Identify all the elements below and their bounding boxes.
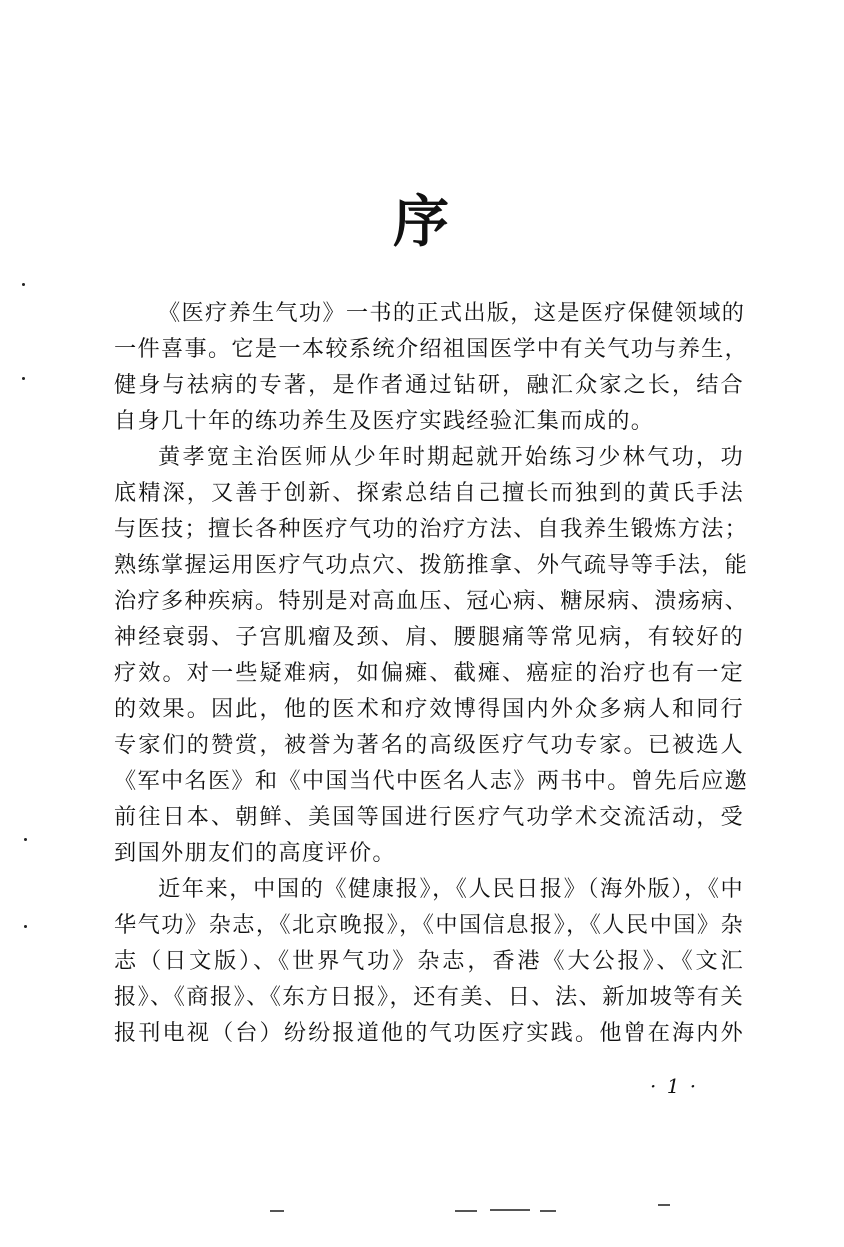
text-line: 的效果。因此，他的医术和疗效博得国内外众多病人和同行 [114, 696, 744, 722]
page-number: · 1 · [650, 1074, 699, 1098]
paragraph-3 [114, 871, 744, 1051]
text-line: 《军中名医》和《中国当代中医名人志》两书中。曾先后应邀 [114, 768, 749, 794]
text-line: 黄孝宽主治医师从少年时期起就开始练习少林气功，功 [158, 444, 744, 470]
text-line: 报刊电视（台）纷纷报道他的气功医疗实践。他曾在海内外 [114, 1020, 744, 1046]
text-line: 专家们的赞赏，被誉为著名的高级医疗气功专家。已被选人 [114, 732, 744, 758]
text-line: 前往日本、朝鲜、美国等国进行医疗气功学术交流活动，受 [114, 804, 744, 830]
scan-mark [455, 1210, 477, 1212]
text-line: 一件喜事。它是一本较系统介绍祖国医学中有关气功与养生， [114, 336, 749, 362]
text-line: 与医技；擅长各种医疗气功的治疗方法、自我养生锻炼方法； [114, 516, 749, 542]
text-line: 《医疗养生气功》一书的正式出版，这是医疗保健领域的 [158, 300, 746, 326]
text-line: 自身几十年的练功养生及医疗实践经验汇集而成的。 [114, 408, 655, 434]
scan-mark [490, 1209, 530, 1211]
text-line: 到国外朋友们的高度评价。 [114, 840, 396, 866]
scan-speck [22, 283, 25, 286]
text-line: 华气功》杂志，《北京晚报》，《中国信息报》，《人民中国》杂 [114, 912, 744, 938]
scan-mark [540, 1210, 556, 1212]
scan-mark [270, 1210, 284, 1212]
scan-speck [24, 925, 27, 928]
text-line: 疗效。对一些疑难病，如偏瘫、截瘫、癌症的治疗也有一定 [114, 660, 744, 686]
scan-mark [658, 1204, 670, 1206]
paragraph-2 [114, 439, 749, 871]
text-line: 治疗多种疾病。特别是对高血压、冠心病、糖尿病、溃疡病、 [114, 588, 749, 614]
page-title: 序 [393, 190, 451, 255]
text-line: 神经衰弱、子宫肌瘤及颈、肩、腰腿痛等常见病，有较好的 [114, 624, 744, 650]
scan-speck [22, 377, 25, 380]
text-line: 熟练掌握运用医疗气功点穴、拨筋推拿、外气疏导等手法，能 [114, 552, 749, 578]
text-line: 底精深，又善于创新、探索总结自己擅长而独到的黄氏手法 [114, 480, 744, 506]
text-line: 报》、《商报》、《东方日报》，还有美、日、法、新加坡等有关 [114, 984, 744, 1010]
text-line: 志（日文版）、《世界气功》杂志，香港《大公报》、《文汇 [114, 948, 744, 974]
preface-body [114, 295, 749, 1051]
scan-speck [24, 838, 27, 841]
text-line: 近年来，中国的《健康报》，《人民日报》（海外版），《中 [158, 876, 744, 902]
text-line: 健身与祛病的专著，是作者通过钻研，融汇众家之长，结合 [114, 372, 744, 398]
paragraph-1 [114, 295, 749, 439]
